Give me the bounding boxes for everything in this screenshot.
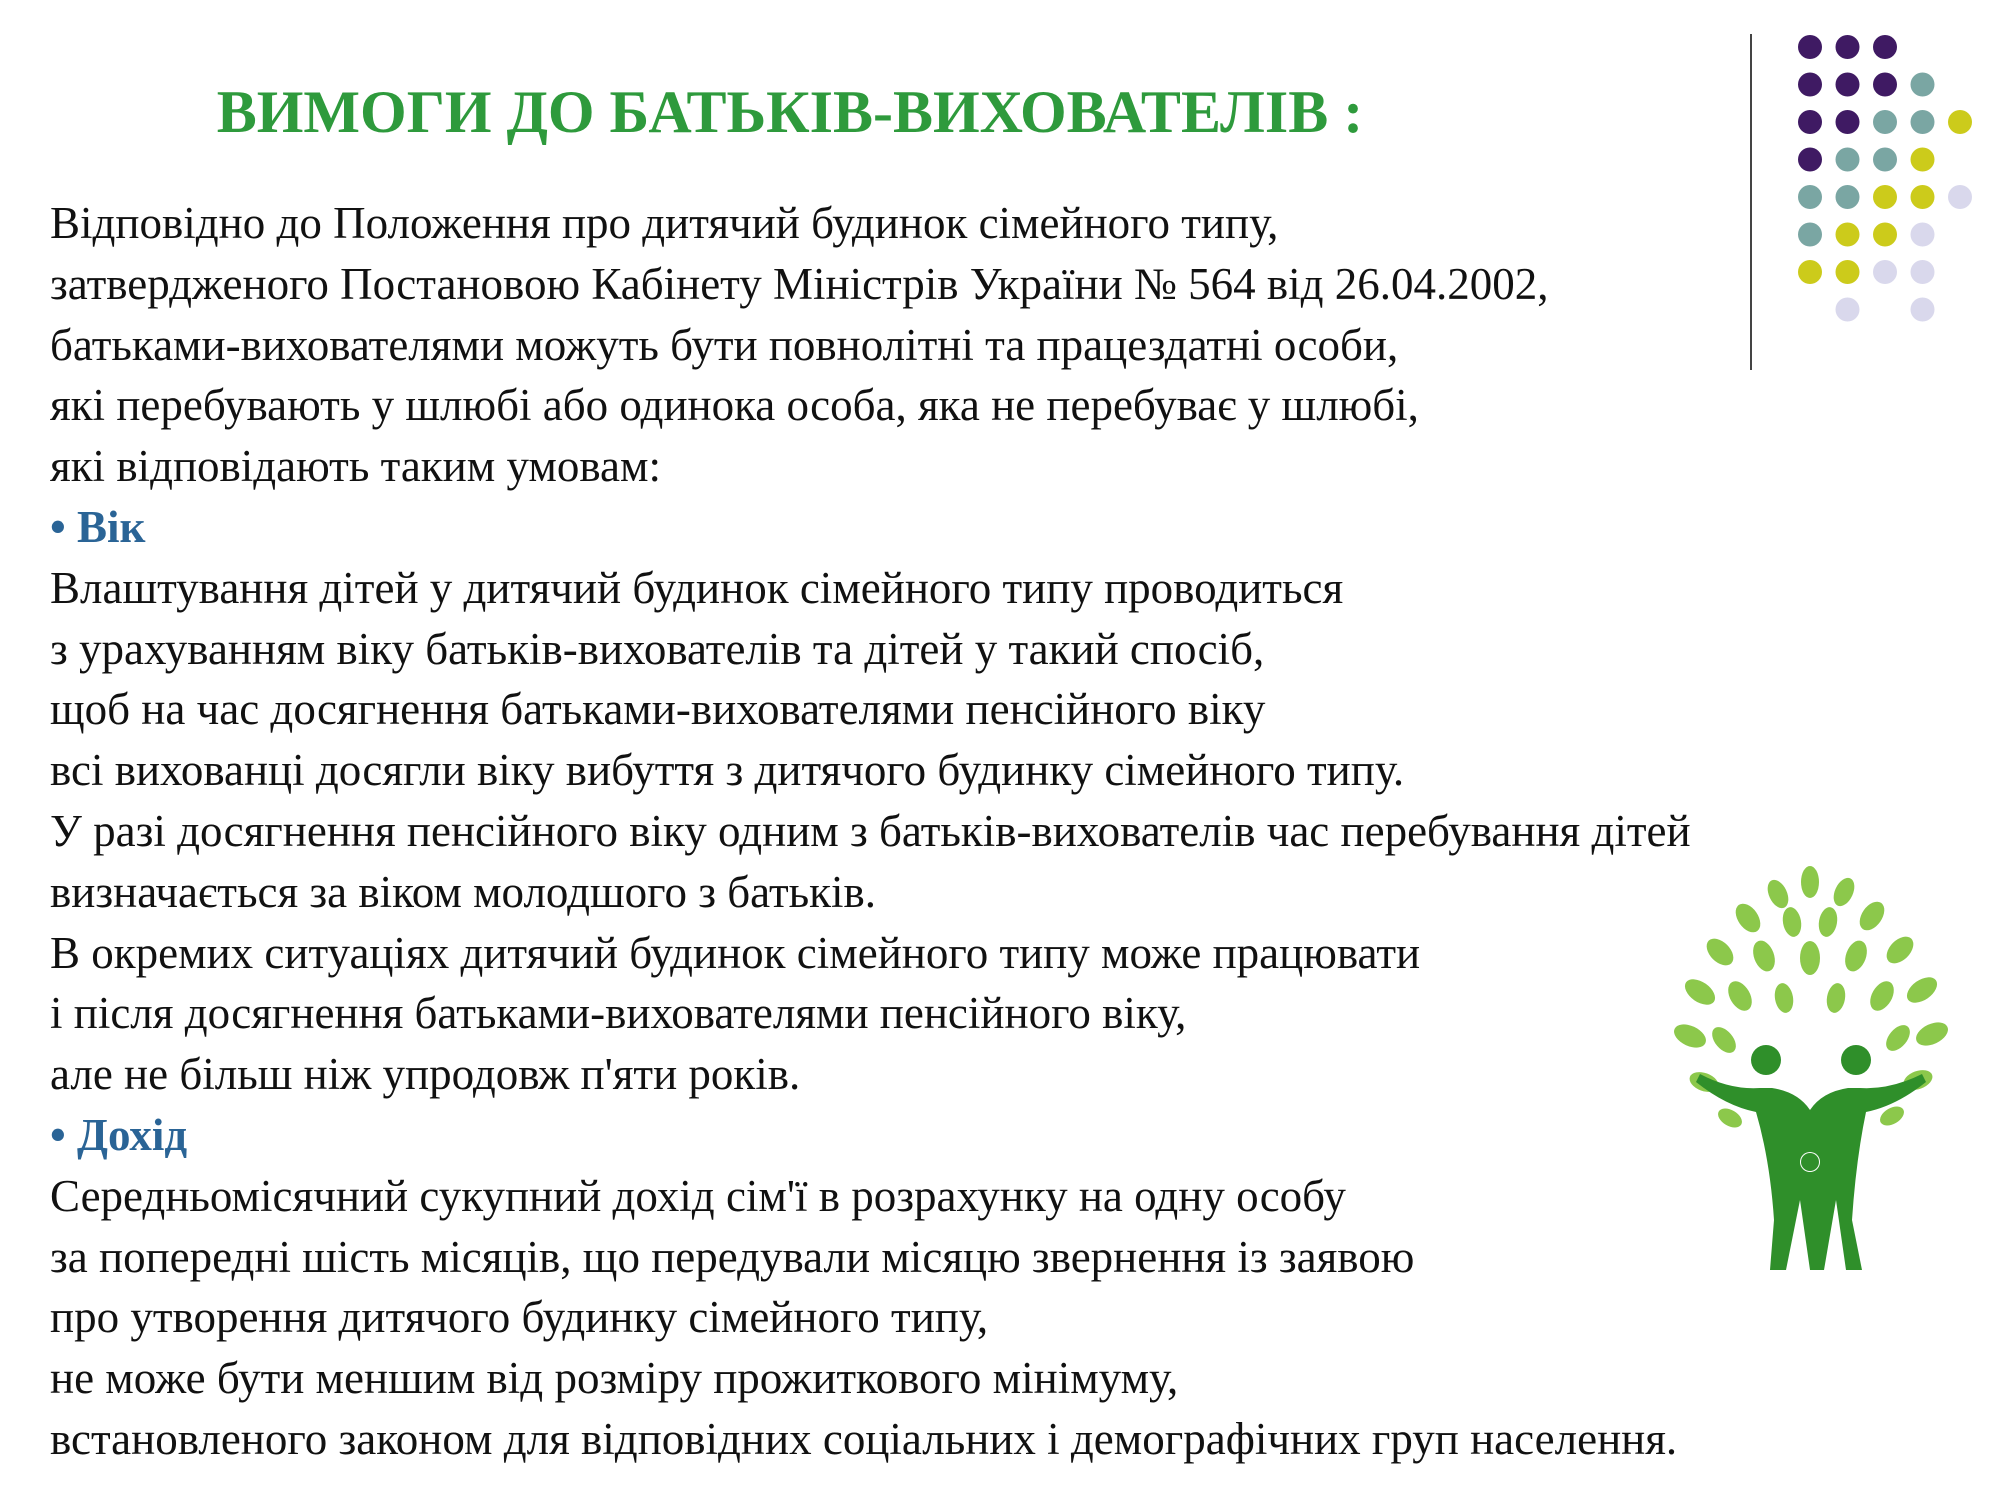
income-line: за попередні шість місяців, що передували місяцю звернення із заявою (50, 1231, 1415, 1282)
age-line: Влаштування дітей у дитячий будинок сімейного типу проводиться (50, 562, 1344, 613)
intro-line: Відповідно до Положення про дитячий будинок сімейного типу, (50, 198, 1279, 248)
intro-paragraph (50, 193, 1950, 497)
decorative-dot (1873, 110, 1897, 134)
section-heading-income: • Дохід (50, 1109, 188, 1160)
income-line: не може бути меншим від розміру прожиткового мінімуму, (50, 1353, 1179, 1404)
age-line: всі вихованці досягли віку вибуття з дитячого будинку сімейного типу. (50, 745, 1405, 796)
age-line: але не більш ніж упродовж п'яти років. (50, 1049, 801, 1100)
decorative-dot (1911, 110, 1935, 134)
decorative-dot (1836, 73, 1860, 97)
decorative-dot (1873, 73, 1897, 97)
age-line: У разі досягнення пенсійного віку одним з батьків-вихователів час перебування дітей (50, 805, 1691, 856)
decorative-dot (1948, 110, 1972, 134)
decorative-dot (1948, 185, 1972, 209)
intro-line: які відповідають таким умовам: (50, 441, 661, 492)
age-line: визначається за віком молодшого з батьків. (50, 866, 877, 917)
decorative-dot (1798, 35, 1822, 59)
decorative-dot (1873, 35, 1897, 59)
decorative-dot (1911, 73, 1935, 97)
income-line: про утворення дитячого будинку сімейного типу, (50, 1292, 989, 1343)
age-line: В окремих ситуаціях дитячий будинок сімейного типу може працювати (50, 927, 1421, 978)
intro-line: затвердженого Постановою Кабінету Міністрів України № 564 від 26.04.2002, (50, 258, 1549, 309)
age-line: і після досягнення батьками-вихователями пенсійного віку, (50, 988, 1187, 1039)
decorative-dot (1836, 148, 1860, 172)
intro-line: батьками-вихователями можуть бути повнолітні та працездатні особи, (50, 319, 1399, 370)
income-line: встановленого законом для відповідних соціальних і демографічних груп населення. (50, 1413, 1678, 1464)
slide-title: ВИМОГИ ДО БАТЬКІВ-ВИХОВАТЕЛІВ : (216, 79, 1364, 145)
intro-line: які перебувають у шлюбі або одинока особа, яка не перебуває у шлюбі, (50, 380, 1419, 431)
family-tree-logo (1660, 860, 1960, 1280)
decorative-dot (1836, 110, 1860, 134)
decorative-dot (1836, 35, 1860, 59)
family-figures (1696, 1045, 1926, 1270)
age-line: щоб на час досягнення батьками-вихователями пенсійного віку (50, 684, 1266, 735)
income-line: Середньомісячний сукупний дохід сім'ї в розрахунку на одну особу (50, 1170, 1346, 1221)
decorative-dot (1911, 148, 1935, 172)
decorative-dot (1873, 148, 1897, 172)
section-heading-age: • Вік (50, 501, 146, 552)
decorative-dot (1798, 148, 1822, 172)
age-line: з урахуванням віку батьків-вихователів та дітей у такий спосіб, (50, 623, 1265, 674)
decorative-dot (1798, 73, 1822, 97)
decorative-dot (1798, 110, 1822, 134)
